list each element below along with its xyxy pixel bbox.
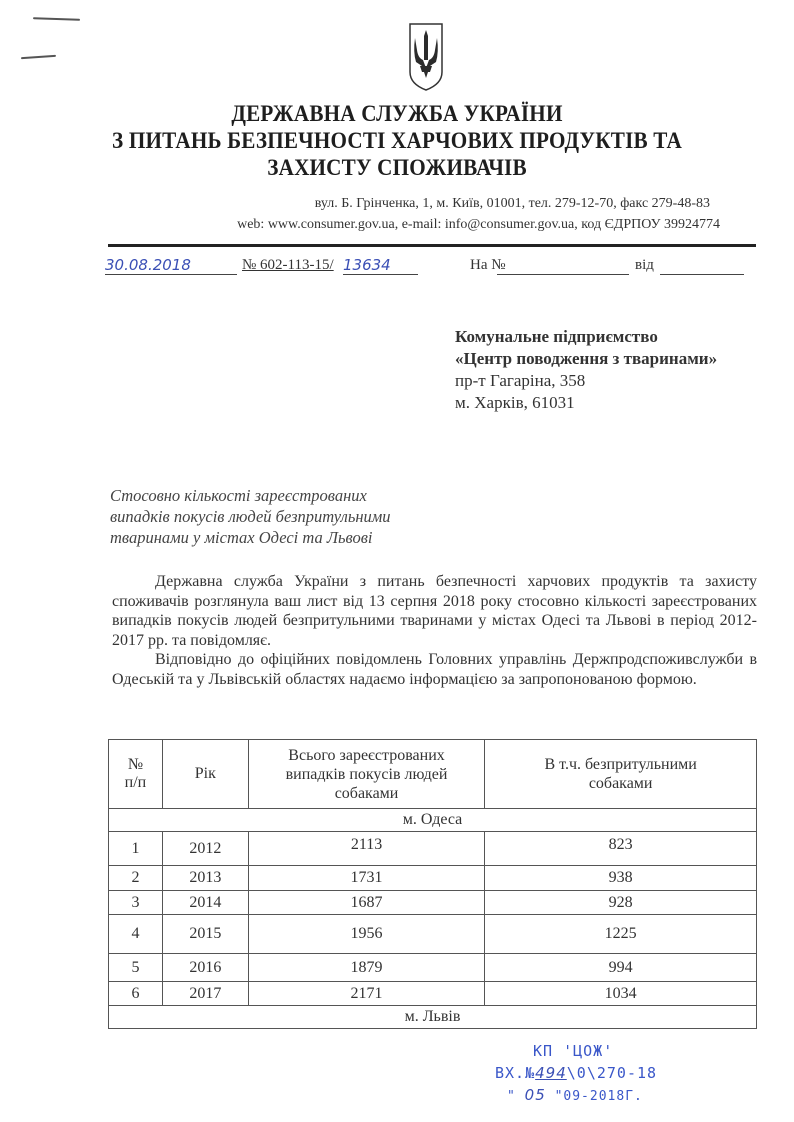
org-line-2: З ПИТАНЬ БЕЗПЕЧНОСТІ ХАРЧОВИХ ПРОДУКТІВ ТА <box>112 128 682 153</box>
org-line-3: ЗАХИСТУ СПОЖИВАЧІВ <box>267 155 527 180</box>
bites-table <box>108 739 757 1029</box>
cell-stray: 823 <box>485 832 757 866</box>
stamp-date-rest: "09-2018Г. <box>554 1089 643 1104</box>
subject-line: Стосовно кількості зареєстрованих <box>110 486 367 505</box>
cell-total: 1879 <box>248 954 485 982</box>
recipient-city: м. Харків, 61031 <box>455 393 575 412</box>
cell-number: 3 <box>109 891 163 915</box>
stamp-number-suffix: \0\270-18 <box>566 1064 658 1082</box>
stamp-number-line <box>495 1062 657 1084</box>
stamp-date-line: " 05 "09-2018Г. <box>507 1086 643 1104</box>
cell-year: 2015 <box>162 915 248 954</box>
subject-block <box>110 485 391 548</box>
cell-number: 2 <box>109 866 163 891</box>
body-text <box>112 572 757 689</box>
cell-total: 1956 <box>248 915 485 954</box>
cell-total: 1687 <box>248 891 485 915</box>
recipient-street: пр-т Гагаріна, 358 <box>455 371 586 390</box>
section-row-odesa <box>109 809 757 832</box>
stamp-number-handwritten: 494 <box>535 1064 567 1082</box>
margin-mark <box>21 55 56 59</box>
stamp-org: КП 'ЦОЖ' <box>533 1042 614 1060</box>
cell-year: 2016 <box>162 954 248 982</box>
cell-number: 4 <box>109 915 163 954</box>
cell-total: 1731 <box>248 866 485 891</box>
from-date-field <box>660 256 744 275</box>
col-header-number: № п/п <box>109 740 163 809</box>
paragraph-2: Відповідно до офіційних повідомлень Головних управлінь Держпродспоживслужби в Одеській та у Львівській областях надаємо інформацією за запропонованою формою. <box>112 651 757 688</box>
cell-total: 2113 <box>248 832 485 866</box>
recipient-block <box>455 326 717 414</box>
cell-stray: 928 <box>485 891 757 915</box>
cell-stray: 1034 <box>485 982 757 1006</box>
paragraph-1: Державна служба України з питань безпечності харчових продуктів та захисту споживачів розглянула ваш лист від 13 серпня 2018 року стосовно кількості зареєстрованих випадків покусів людей безпритульними тваринами у містах Одесі та Львові в період 2012-2017 рр. та повідомляє. <box>112 573 757 649</box>
recipient-org-type: Комунальне підприємство <box>455 327 658 346</box>
cell-number: 1 <box>109 832 163 866</box>
web-line: web: www.consumer.gov.ua, e-mail: info@consumer.gov.ua, код ЄДРПОУ 39924774 <box>237 217 720 232</box>
cell-year: 2013 <box>162 866 248 891</box>
number-handwritten-field <box>343 256 418 275</box>
stamp-number-prefix: ВХ.№ <box>495 1064 536 1082</box>
reply-to-label: На № <box>470 257 506 273</box>
cell-stray: 1225 <box>485 915 757 954</box>
cell-stray: 994 <box>485 954 757 982</box>
recipient-org-name: «Центр поводження з тваринами» <box>455 349 718 368</box>
header-divider <box>108 244 756 247</box>
cell-number: 5 <box>109 954 163 982</box>
contacts-block <box>120 193 720 235</box>
table-row <box>109 891 757 915</box>
margin-mark <box>33 17 80 21</box>
number-prefix: № 602-113-15/ <box>242 257 334 273</box>
date-handwritten: 30.08.2018 <box>105 256 191 274</box>
reference-line <box>105 256 785 280</box>
date-field <box>105 256 237 275</box>
cell-year: 2017 <box>162 982 248 1006</box>
subject-line: тваринами у містах Одесі та Львові <box>110 528 373 547</box>
organization-name <box>0 100 794 181</box>
subject-line: випадків покусів людей безпритульними <box>110 507 391 526</box>
reply-to-field <box>497 256 629 275</box>
incoming-stamp <box>495 1040 657 1108</box>
section-label: м. Одеса <box>109 809 757 832</box>
table-row <box>109 982 757 1006</box>
col-header-total: Всього зареєстрованих випадків покусів людей собаками <box>248 740 485 809</box>
stamp-date-day: 05 <box>524 1086 546 1104</box>
address-line: вул. Б. Грінченка, 1, м. Київ, 01001, тел. 279-12-70, факс 279-48-83 <box>314 196 710 211</box>
cell-number: 6 <box>109 982 163 1006</box>
outgoing-number <box>242 257 334 274</box>
table-row <box>109 954 757 982</box>
trident-coat-of-arms-icon <box>408 22 444 92</box>
table-row <box>109 915 757 954</box>
cell-total: 2171 <box>248 982 485 1006</box>
from-label: від <box>635 257 654 273</box>
table-header-row <box>109 740 757 809</box>
col-header-stray: В т.ч. безпритульними собаками <box>485 740 757 809</box>
cell-year: 2014 <box>162 891 248 915</box>
table-row <box>109 866 757 891</box>
cell-year: 2012 <box>162 832 248 866</box>
org-line-1: ДЕРЖАВНА СЛУЖБА УКРАЇНИ <box>231 101 563 126</box>
cell-stray: 938 <box>485 866 757 891</box>
section-label: м. Львів <box>109 1006 757 1029</box>
col-header-year: Рік <box>162 740 248 809</box>
table-row <box>109 832 757 866</box>
section-row-lviv <box>109 1006 757 1029</box>
number-handwritten: 13634 <box>343 256 391 274</box>
